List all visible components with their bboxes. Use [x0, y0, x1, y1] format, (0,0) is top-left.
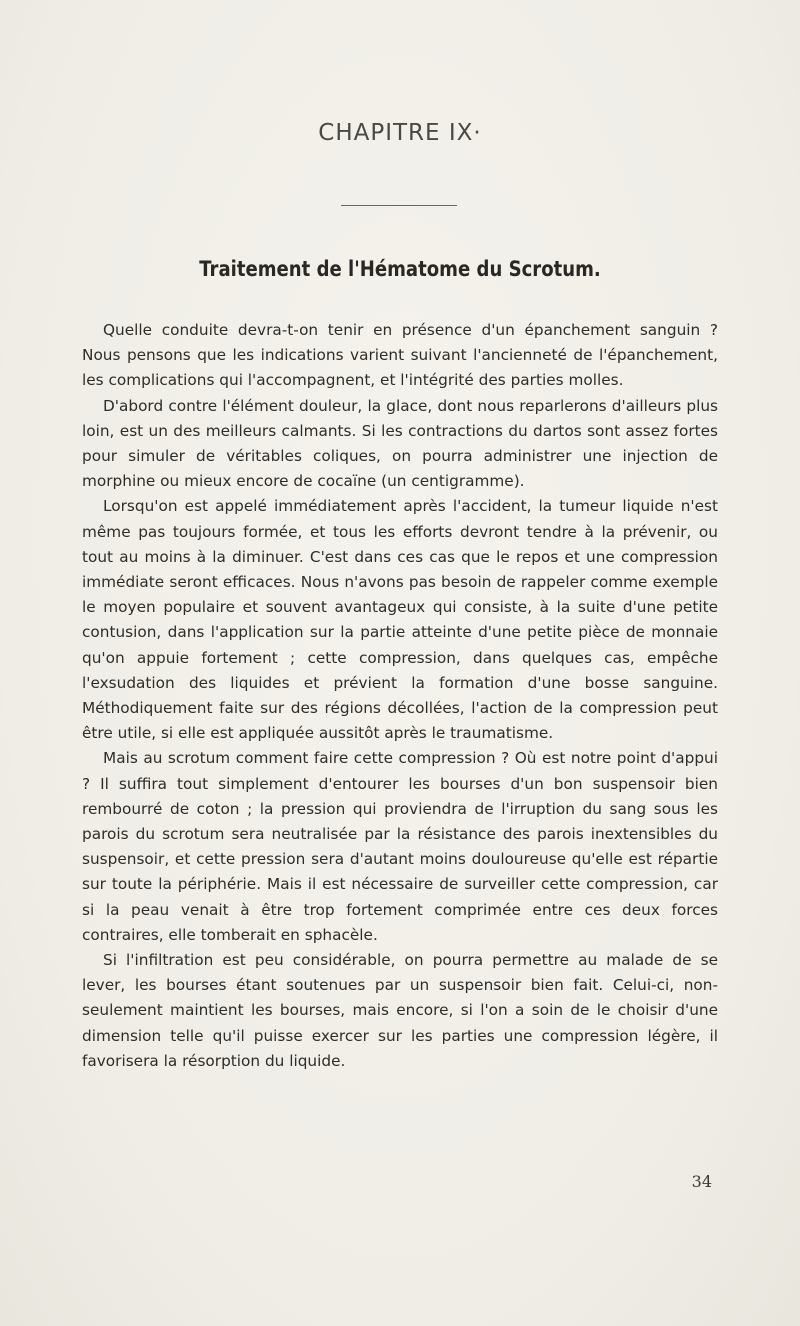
page-number: 34: [691, 1172, 712, 1191]
paragraph-5: Si l'infiltration est peu considérable, on pourra permettre au malade de se lever, les bourses étant soutenues par un suspensoir bien fait. Celui-ci, non-seulement maintient les bourses, mais encore, si l'on a soin de le choisir d'une dimension telle qu'il puisse exercer sur les parties une compression légère, il favorisera la résorption du liquide.: [82, 951, 718, 1070]
body-text: [82, 318, 718, 1074]
paragraph-1: Quelle conduite devra-t-on tenir en présence d'un épanchement sanguin ? Nous pensons que les indications varient suivant l'ancienneté de l'épanchement, les complications qui l'accompagnent, et l'intégrité des parties molles.: [82, 321, 718, 390]
paragraph-2: D'abord contre l'élément douleur, la glace, dont nous reparlerons d'ailleurs plus loin, est un des meilleurs calmants. Si les contractions du dartos sont assez fortes pour simuler de véritables coliques, on pourra administrer une injection de morphine ou mieux encore de cocaïne (un centigramme).: [82, 396, 718, 491]
divider-rule: [341, 205, 457, 206]
paragraph-3: Lorsqu'on est appelé immédiatement après l'accident, la tumeur liquide n'est même pas toujours formée, et tous les efforts devront tendre à la prévenir, ou tout au moins à la diminuer. C'est dans ces cas que le repos et une compression immédiate seront efficaces. Nous n'avons pas besoin de rappeler comme exemple le moyen populaire et souvent avantageux qui consiste, à la suite d'une petite contusion, dans l'application sur la partie atteinte d'une petite pièce de monnaie qu'on appuie fortement ; cette compression, dans quelques cas, empêche l'exsudation des liquides et prévient la formation d'une bosse sanguine. Méthodiquement faite sur des régions décollées, l'action de la compression peut être utile, si elle est appliquée aussitôt après le traumatisme.: [82, 497, 718, 743]
paragraph-4: Mais au scrotum comment faire cette compression ? Où est notre point d'appui ? Il suffira tout simplement d'entourer les bourses d'un bon suspensoir bien rembourré de coton ; la pression qui proviendra de l'irruption du sang sous les parois du scrotum sera neutralisée par la résistance des parois inextensibles du suspensoir, et cette pression sera d'autant moins douloureuse qu'elle est répartie sur toute la périphérie. Mais il est nécessaire de surveiller cette compression, car si la peau venait à être trop fortement comprimée entre ces deux forces contraires, elle tomberait en sphacèle.: [82, 749, 718, 944]
section-title: Traitement de l'Hématome du Scrotum.: [199, 257, 601, 281]
chapter-heading: CHAPITRE IX·: [318, 120, 482, 146]
